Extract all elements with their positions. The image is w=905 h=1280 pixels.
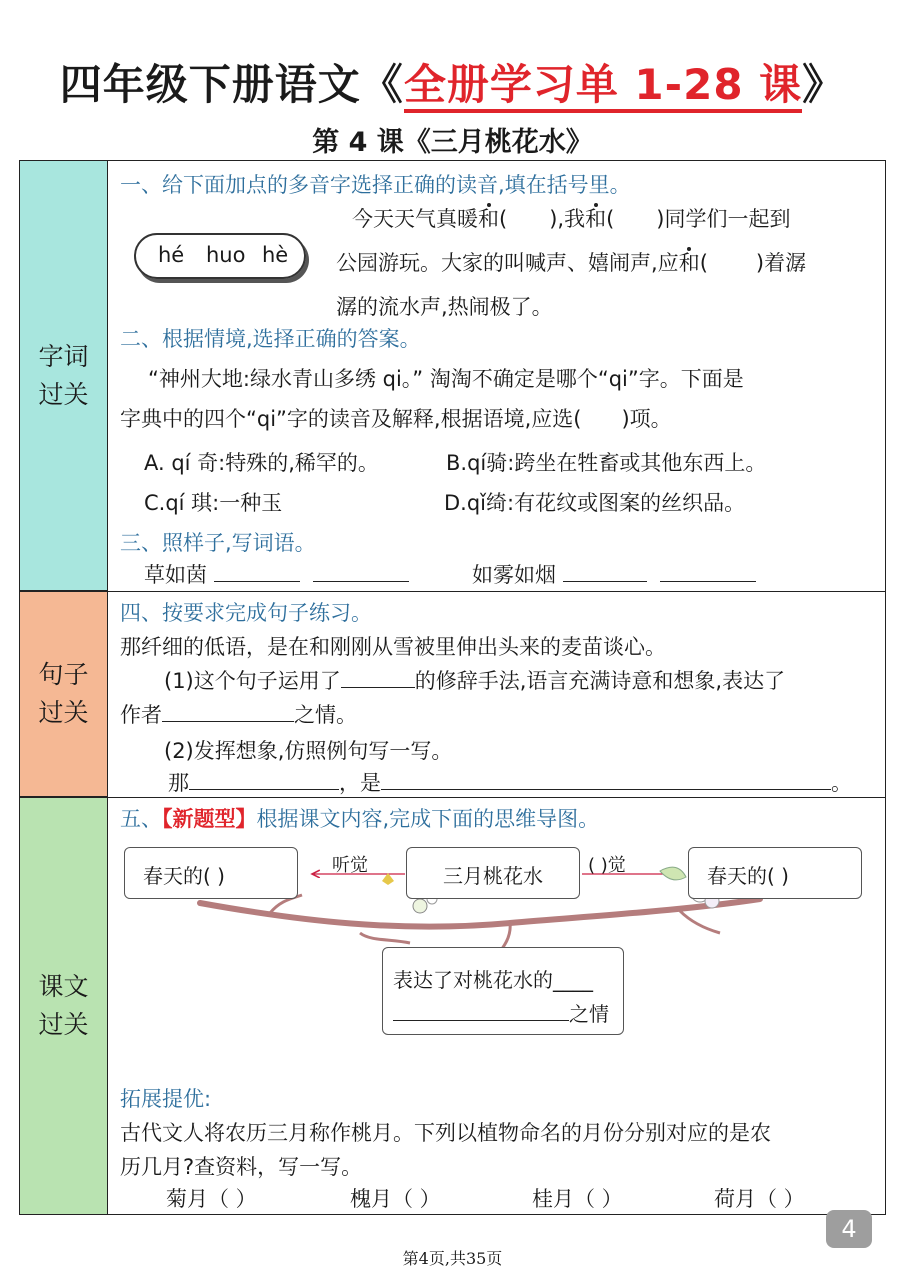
word-blank[interactable] [313,581,409,582]
title-suffix: 》 [802,60,846,109]
q4-part-1-cont: 作者 之情。 [120,703,357,727]
q1-line-1: 今天天气真暖和( ),我和( )同学们一起到 [352,207,791,231]
title-prefix: 四年级下册语文《 [59,60,404,109]
q4-part-2: (2)发挥想象,仿照例句写一写。 [164,739,453,763]
page-number-badge: 4 [826,1210,872,1248]
word-blank[interactable] [214,581,300,582]
q2-line-2: 字典中的四个“qi”字的读音及解释,根据语境,应选( )项。 [120,407,672,431]
extend-line-2: 历几月?查资料，写一写。 [120,1155,363,1179]
side-label-juzi: 句子过关 [20,591,108,797]
q4-part-2-fill: 那 ，是 。 [168,771,852,795]
q4-heading: 四、按要求完成句子练习。 [120,601,372,625]
answer-blank[interactable] [162,721,294,722]
arrow-left-label: 听觉 [332,855,368,876]
side-label-kewen: 课文过关 [20,797,108,1214]
month-item: 荷月（ ） [714,1187,805,1211]
q5-heading: 五、【新题型】根据课文内容,完成下面的思维导图。 [120,807,600,831]
q2-line-1: “神州大地:绿水青山多绣 qi。” 淘淘不确定是哪个“qi”字。下面是 [148,367,744,391]
month-item: 槐月（ ） [350,1187,441,1211]
q2-option-b: B.qí骑:跨坐在牲畜或其他东西上。 [446,451,767,475]
arrow-right-label: ( )觉 [588,855,626,876]
q2-option-a: A. qí 奇:特殊的,稀罕的。 [144,451,379,475]
title-highlight: 全册学习单 1-28 课 [404,60,802,113]
page-footer: 第4页,共35页 [402,1249,503,1268]
word-blank[interactable] [660,581,756,582]
extend-line-1: 古代文人将农历三月称作桃月。下列以植物命名的月份分别对应的是农 [120,1121,771,1145]
worksheet [19,160,886,1215]
answer-blank[interactable] [189,789,339,790]
map-box-right: 春天的( ) [688,847,862,899]
answer-blank[interactable] [381,789,831,790]
q2-option-d: D.qǐ绮:有花纹或图案的丝织品。 [444,491,746,515]
lesson-title: 第 4 课《三月桃花水》 [312,127,593,158]
month-item: 桂月（ ） [532,1187,623,1211]
word-blank[interactable] [563,581,647,582]
leaf-icon [660,867,686,880]
pinyin-options-box [134,233,306,279]
q1-heading: 一、给下面加点的多音字选择正确的读音,填在括号里。 [120,173,631,197]
q4-sentence: 那纤细的低语，是在和刚刚从雪被里伸出头来的麦苗谈心。 [120,635,666,659]
q3-row: 如雾如烟 [472,559,756,589]
q3-heading: 三、照样子,写词语。 [120,531,316,555]
q2-heading: 二、根据情境,选择正确的答案。 [120,327,421,351]
map-box-bottom: 表达了对桃花水的____ 之情 [382,947,624,1035]
q1-line-2: 公园游玩。大家的叫喊声、嬉闹声,应和( )着潺 [336,251,807,275]
section-divider [20,591,885,592]
map-box-center: 三月桃花水 [406,847,580,899]
q1-line-3: 潺的流水声,热闹极了。 [336,295,553,319]
extend-heading: 拓展提优: [120,1087,212,1111]
new-question-tag: 【新题型】 [162,807,257,831]
page-title [0,52,905,112]
month-item: 菊月（ ） [166,1187,257,1211]
map-box-left: 春天的( ) [124,847,298,899]
section-divider [20,797,885,798]
q4-part-1: (1)这个句子运用了 的修辞手法,语言充满诗意和想象,表达了 [164,669,786,693]
answer-blank[interactable] [341,687,415,688]
q3-row: 草如茵 [144,559,409,589]
pinyin-option: huo [206,243,246,267]
side-label-zici: 字词过关 [20,161,108,591]
answer-blank[interactable] [393,1020,569,1021]
butterfly-icon [382,873,394,885]
pinyin-option: hé [158,243,185,267]
pinyin-option: hè [262,243,289,267]
q2-option-c: C.qí 琪:一种玉 [144,491,283,515]
